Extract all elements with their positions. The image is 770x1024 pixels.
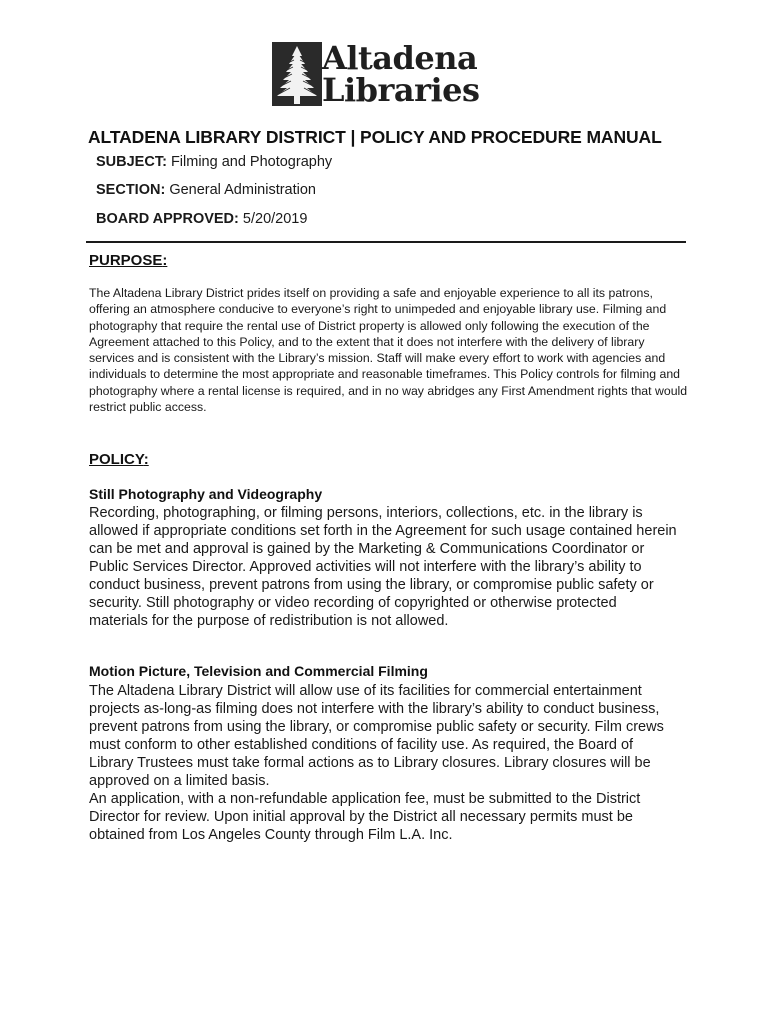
pine-tree-icon	[272, 42, 322, 106]
logo-text-altadena: Altadena	[322, 39, 478, 77]
altadena-libraries-logo	[272, 39, 502, 109]
motion-picture-title: Motion Picture, Television and Commercial Filming	[89, 663, 428, 679]
application-paragraph: An application, with a non-refundable application fee, must be submitted to the District Director for review. Upon initial approval by the District all necessary permits must be obtained from Los Angeles County through Film L.A. Inc.	[89, 791, 641, 843]
motion-picture-paragraph: The Altadena Library District will allow use of its facilities for commercial entertainment projects as-long-as filming does not interfere with the library’s ability to conduct business, prevent patrons from using the library, or compromise public safety or security. Film crews must conform to other established conditions of facility use. As required, the Board of Library Trustees must take formal actions as to Library closures. Library closures will be approved on a limited basis.	[89, 683, 664, 789]
still-photography-paragraph: Recording, photographing, or filming persons, interiors, collections, etc. in the library is allowed if appropriate conditions set forth in the Agreement for such usage contained herein can be met and approval is gained by the Marketing & Communications Coordinator or Public Services Director. Approved activities will not interfere with the library’s ability to conduct business, prevent patrons from using the library, or compromise public safety or security. Still photography or video recording of copyrighted or otherwise protected materials for the purpose of redistribution is not allowed.	[89, 505, 677, 629]
section-line	[96, 182, 316, 198]
section-label: SECTION:	[96, 182, 166, 198]
board-approved-line	[96, 211, 307, 227]
header-divider	[86, 241, 686, 243]
section-value: General Administration	[169, 182, 316, 198]
manual-title: ALTADENA LIBRARY DISTRICT | POLICY AND PROCEDURE MANUAL	[88, 127, 662, 147]
subject-label: SUBJECT:	[96, 154, 167, 170]
policy-heading: POLICY:	[89, 451, 149, 468]
logo-text-libraries: Libraries	[322, 71, 480, 109]
purpose-heading: PURPOSE:	[89, 252, 168, 269]
board-approved-label: BOARD APPROVED:	[96, 211, 239, 227]
board-approved-value: 5/20/2019	[242, 211, 308, 227]
purpose-heading-text: PURPOSE	[89, 252, 163, 269]
purpose-paragraph: The Altadena Library District prides itself on providing a safe and enjoyable experience to all its patrons, offering an atmosphere conducive to everyone’s right to unimpeded and enjoyable library use. Filming and photography that require the rental use of District property is allowed only following the execution of the Agreement attached to this Policy, and to the extent that it does not interfere with the delivery of library services and is consistent with the Library’s mission. Staff will make every effort to work with agencies and individuals to determine the most appropriate and reasonable timeframes. This Policy controls for filming and photography where a rental license is required, and in no way abridges any First Amendment rights that would restrict public access.	[89, 286, 688, 415]
subject-value: Filming and Photography	[170, 154, 333, 170]
still-photography-title: Still Photography and Videography	[89, 486, 323, 502]
subject-line	[96, 154, 332, 170]
policy-heading-text: POLICY	[89, 451, 144, 468]
